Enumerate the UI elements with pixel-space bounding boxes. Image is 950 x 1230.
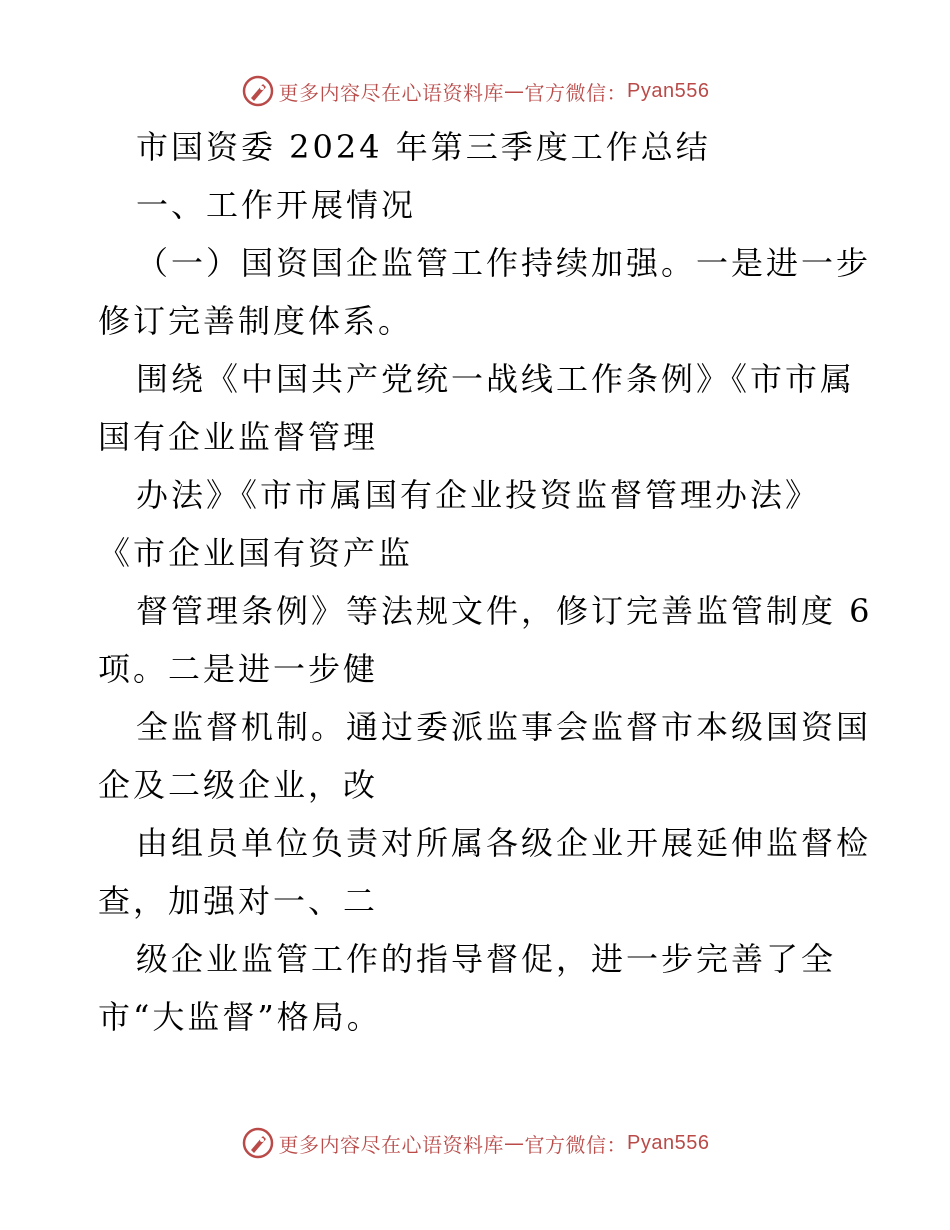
paragraph-line: 项。二是进一步健 bbox=[98, 650, 379, 688]
paragraph-line: 查，加强对一、二 bbox=[98, 882, 379, 920]
paragraph-line: 围绕《中国共产党统一战线工作条例》《市市属 bbox=[136, 360, 856, 398]
watermark-wechat-id: Pyan556 bbox=[627, 79, 710, 102]
paragraph-line: 修订完善制度体系。 bbox=[98, 302, 414, 340]
paragraph-line: 全监督机制。通过委派监事会监督市本级国资国 bbox=[136, 708, 872, 746]
paragraph-line: 企及二级企业，改 bbox=[98, 766, 379, 804]
watermark-text: 更多内容尽在心语资料库 bbox=[278, 80, 505, 105]
watermark-wechat-label: 官方微信： bbox=[524, 80, 628, 105]
watermark-separator: — bbox=[504, 1131, 525, 1155]
document-title: 市国资委 2024 年第三季度工作总结 bbox=[136, 128, 711, 166]
footer-watermark bbox=[0, 1126, 950, 1160]
paragraph-line: 由组员单位负责对所属各级企业开展延伸监督检 bbox=[136, 824, 872, 862]
document-body bbox=[98, 118, 873, 1046]
pen-nib-logo-icon bbox=[241, 1126, 275, 1160]
header-watermark bbox=[0, 74, 950, 108]
paragraph-line: 市“大监督”格局。 bbox=[98, 998, 382, 1036]
watermark-wechat-label: 官方微信： bbox=[524, 1132, 628, 1157]
section-heading: 一、工作开展情况 bbox=[136, 186, 417, 224]
paragraph-line: 国有企业监督管理 bbox=[98, 418, 379, 456]
watermark-text: 更多内容尽在心语资料库 bbox=[278, 1132, 505, 1157]
paragraph-line: 督管理条例》等法规文件，修订完善监管制度 6 bbox=[136, 592, 873, 630]
pen-nib-logo-icon bbox=[241, 74, 275, 108]
paragraph-line: 级企业监管工作的指导督促，进一步完善了全 bbox=[136, 940, 837, 978]
watermark-separator: — bbox=[504, 79, 525, 103]
paragraph-line: 《市企业国有资产监 bbox=[98, 534, 414, 572]
paragraph-line: （一）国资国企监管工作持续加强。一是进一步 bbox=[136, 244, 872, 282]
paragraph-line: 办法》《市市属国有企业投资监督管理办法》 bbox=[136, 476, 821, 514]
watermark-wechat-id: Pyan556 bbox=[627, 1131, 710, 1154]
